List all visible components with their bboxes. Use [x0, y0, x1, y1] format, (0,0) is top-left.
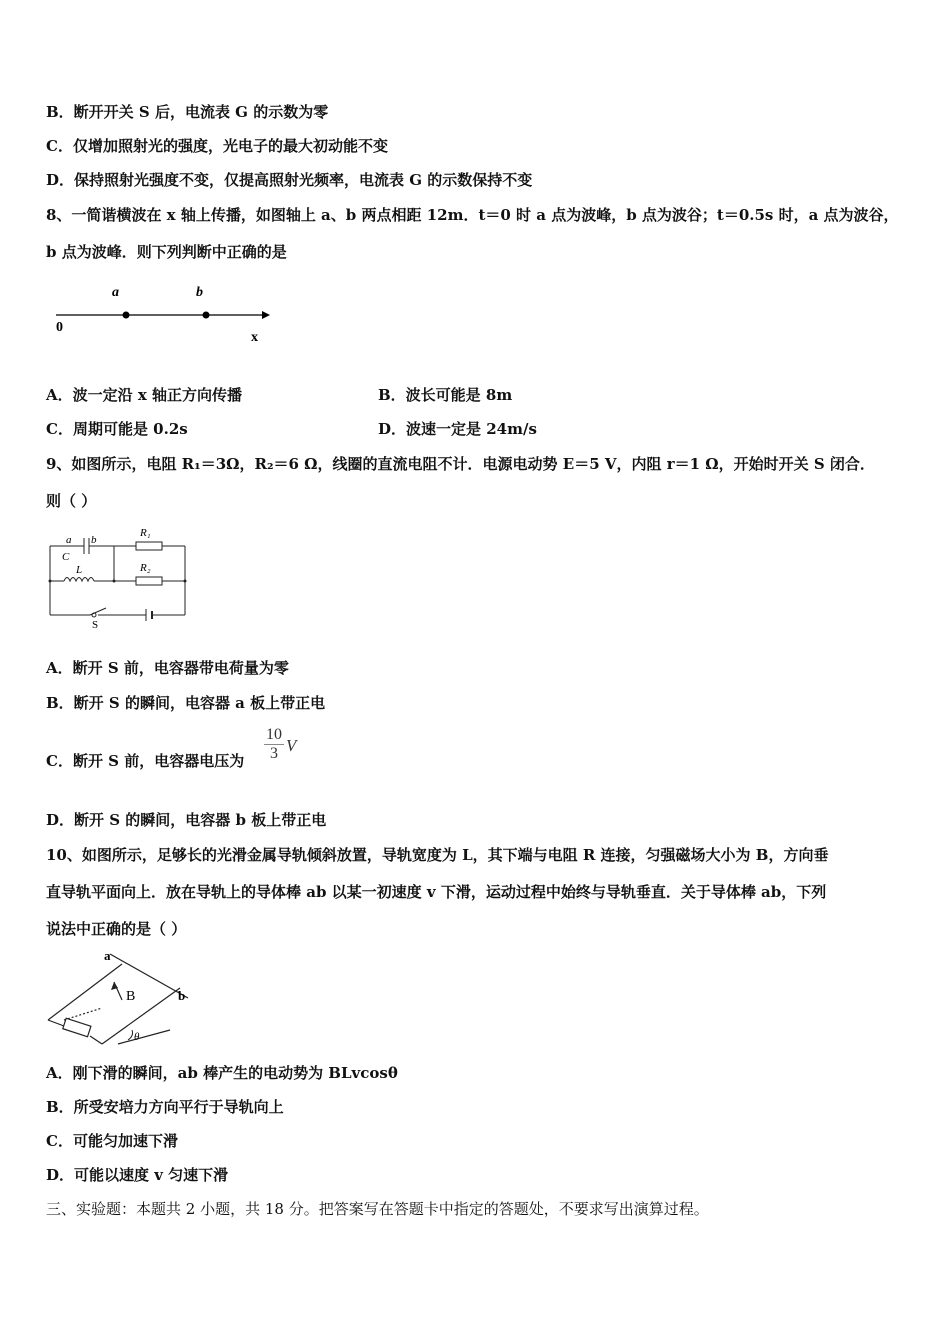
q10-option-d: D．可能以速度 v 匀速下滑	[46, 1166, 229, 1184]
fraction-denominator: 3	[270, 745, 278, 762]
q10-option-b: B．所受安培力方向平行于导轨向上	[46, 1098, 284, 1116]
point-b-label: b	[196, 285, 203, 300]
q10-incline-rails-figure	[44, 948, 204, 1053]
rod-end-a-label: a	[104, 948, 111, 963]
q9-option-d: D．断开 S 的瞬间，电容器 b 板上带正电	[46, 811, 327, 829]
q8-option-b: B．波长可能是 8m	[378, 386, 513, 404]
point-a-dot	[123, 312, 130, 319]
angle-label: θ	[134, 1031, 140, 1043]
q9-option-b: B．断开 S 的瞬间，电容器 a 板上带正电	[46, 694, 326, 712]
q10-option-a: A．刚下滑的瞬间，ab 棒产生的电动势为 BLvcosθ	[46, 1064, 398, 1082]
section-3-heading: 三、实验题：本题共 2 小题，共 18 分。把答案写在答题卡中指定的答题处，不要求写出演算过程。	[46, 1200, 709, 1218]
q9-option-c-unit: V	[286, 736, 297, 755]
q8-option-d: D．波速一定是 24m/s	[378, 420, 537, 438]
point-a-label: a	[112, 285, 119, 300]
q8-wave-axis-figure	[50, 278, 280, 348]
x-axis-arrow	[262, 311, 270, 319]
q9-stem-line-1: 9、如图所示，电阻 R₁＝3Ω，R₂＝6 Ω，线圈的直流电阻不计．电源电动势 E＝5 V，内阻 r＝1 Ω，开始时开关 S 闭合．	[46, 455, 875, 473]
q7-option-c: C．仅增加照射光的强度，光电子的最大初动能不变	[46, 137, 388, 155]
plate-b-label: b	[91, 534, 97, 546]
inductor-label: L	[76, 564, 83, 576]
x-axis-label: x	[251, 330, 258, 345]
switch-label: S	[92, 619, 99, 630]
q9-option-c: C．断开 S 前，电容器电压为	[46, 752, 245, 770]
q9-option-a: A．断开 S 前，电容器带电荷量为零	[46, 659, 289, 677]
q10-option-c: C．可能匀加速下滑	[46, 1132, 178, 1150]
capacitor-label: C	[62, 551, 70, 563]
r1-label: R₁	[140, 527, 151, 539]
rod-end-b-label: b	[178, 988, 186, 1003]
origin-label: 0	[56, 320, 63, 335]
q10-stem-line-2: 直导轨平面向上．放在导轨上的导体棒 ab 以某一初速度 v 下滑，运动过程中始终与导轨垂直．关于导体棒 ab，下列	[46, 883, 827, 901]
q10-stem-line-1: 10、如图所示，足够长的光滑金属导轨倾斜放置，导轨宽度为 L，其下端与电阻 R 连接，匀强磁场大小为 B，方向垂	[46, 846, 829, 864]
point-b-dot	[203, 312, 210, 319]
field-label: B	[126, 989, 136, 1004]
angle-arc	[128, 1030, 133, 1040]
q9-option-c-fraction	[264, 726, 284, 763]
q8-stem-line-2: b 点为波峰．则下列判断中正确的是	[46, 243, 287, 261]
r2-label: R₂	[140, 562, 151, 574]
q9-stem-line-2: 则（ ）	[46, 492, 97, 510]
q7-option-b: B．断开开关 S 后，电流表 G 的示数为零	[46, 103, 329, 121]
q8-stem-line-1: 8、一简谐横波在 x 轴上传播，如图轴上 a、b 两点相距 12m．t＝0 时 a 点为波峰，b 点为波谷；t＝0.5s 时，a 点为波谷，	[46, 206, 899, 224]
fraction-numerator: 10	[266, 726, 282, 743]
plate-a-label: a	[66, 534, 72, 546]
q10-stem-line-3: 说法中正确的是（ ）	[46, 920, 187, 938]
q8-option-c: C．周期可能是 0.2s	[46, 420, 188, 438]
q9-circuit-figure	[46, 520, 191, 630]
q8-option-a: A．波一定沿 x 轴正方向传播	[46, 386, 243, 404]
q7-option-d: D．保持照射光强度不变，仅提高照射光频率，电流表 G 的示数保持不变	[46, 171, 533, 189]
